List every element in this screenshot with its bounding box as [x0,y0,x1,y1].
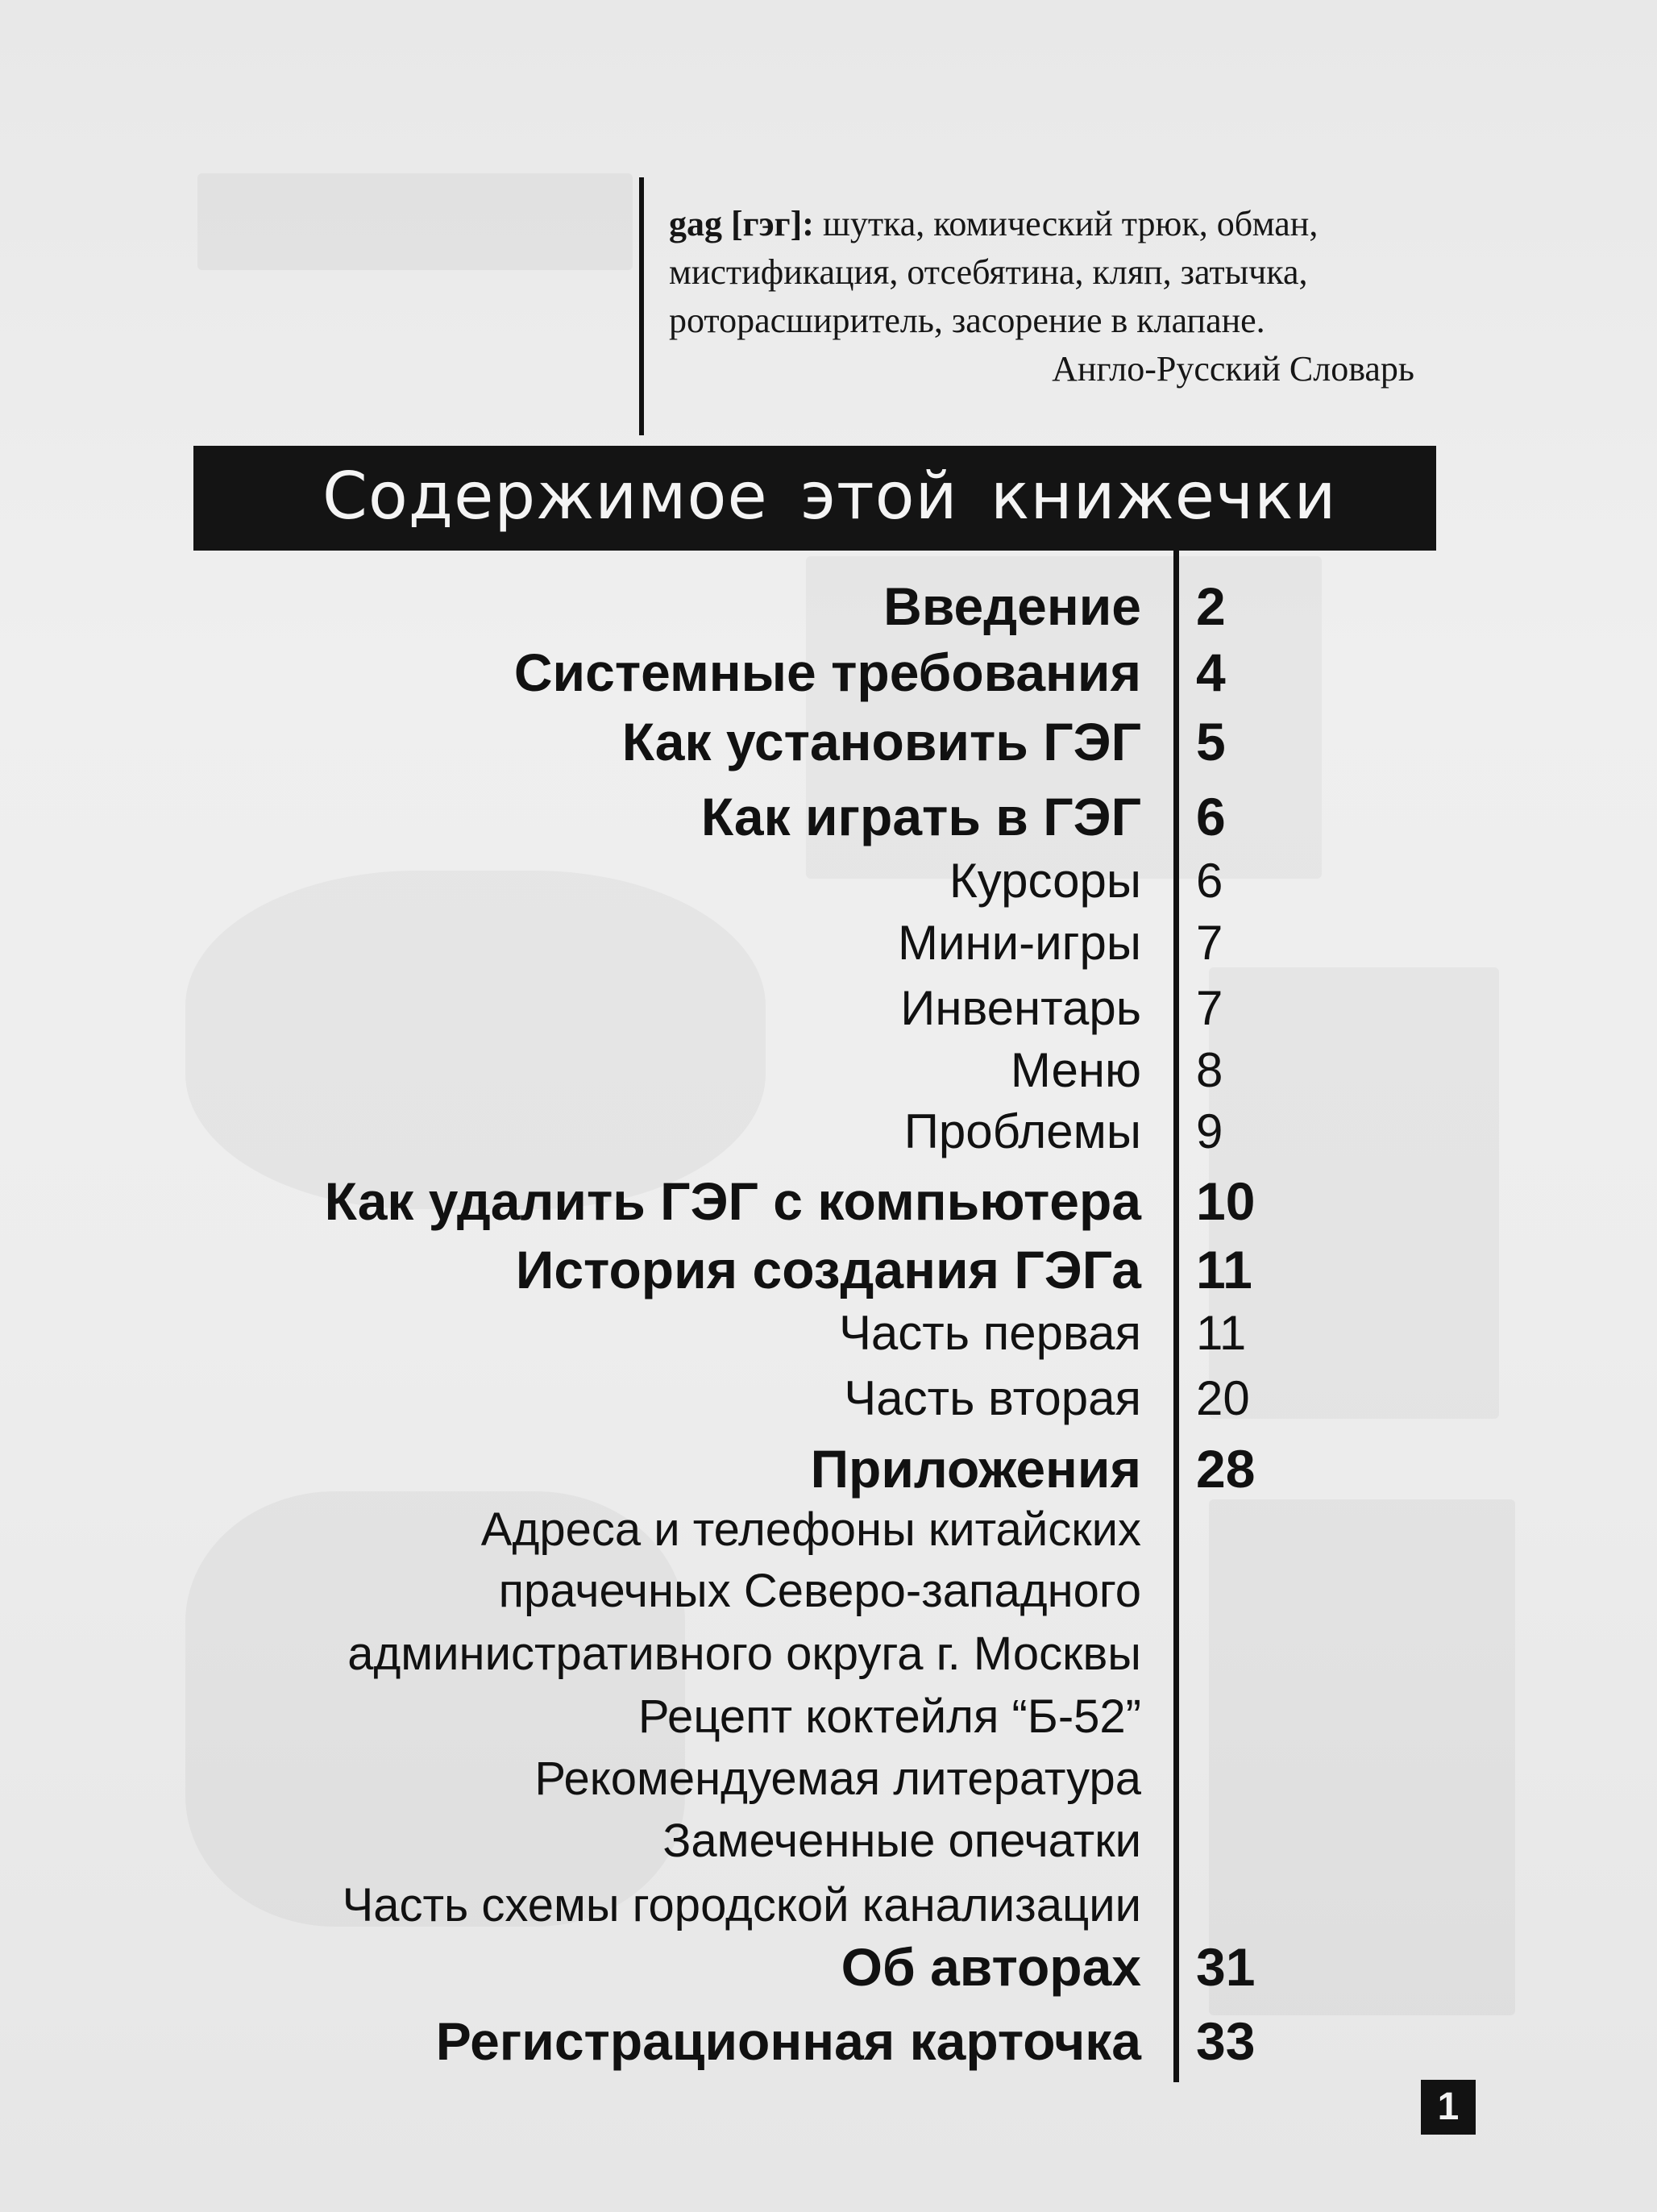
toc-row [0,1301,1657,1366]
toc-page-number: 10 [1196,1171,1256,1231]
toc-row [0,849,1657,913]
toc-subtitle: Часть схемы городской канализации [342,1879,1141,1931]
epigraph-line: мистификация, отсебятина, кляп, затычка, [669,252,1308,292]
toc-row [0,1559,1657,1624]
epigraph-term: gag [гэг]: [669,204,814,243]
toc-row [0,1100,1657,1164]
toc-title: Как удалить ГЭГ с компьютера [324,1171,1141,1231]
toc-page-number: 5 [1196,712,1226,771]
toc-subtitle: Рекомендуемая литература [534,1753,1141,1805]
toc-title: Регистрационная карточка [435,2011,1141,2071]
toc-row [0,1038,1657,1103]
toc-page-number: 7 [1196,981,1223,1035]
toc-row [0,1685,1657,1749]
toc-title: Проблемы [903,1104,1141,1158]
toc-subtitle: административного округа г. Москвы [347,1628,1141,1680]
toc-subtitle: Замеченные опечатки [662,1815,1141,1867]
epigraph-source: Англо-Русский Словарь [1052,349,1414,389]
toc-title: Часть вторая [844,1371,1141,1425]
toc-title: Как установить ГЭГ [621,712,1141,771]
toc-row [0,976,1657,1041]
toc-title: Мини-игры [897,916,1141,970]
toc-title: История создания ГЭГа [515,1240,1141,1299]
toc-row [0,1622,1657,1686]
contents-title: Содержимое этой книжечки [322,459,1337,534]
page-number-badge: 1 [1421,2080,1476,2135]
toc-title: Введение [883,576,1141,636]
toc-page-number: 2 [1196,576,1226,636]
toc-title: Как играть в ГЭГ [700,787,1141,846]
toc-row [0,911,1657,975]
toc-row [0,1237,1657,1302]
toc-page-number: 11 [1196,1240,1252,1299]
toc-page-number: 28 [1196,1439,1256,1499]
toc-row [0,1873,1657,1938]
toc-row [0,1437,1657,1501]
toc-row [0,1935,1657,1999]
toc-subtitle: Адреса и телефоны китайских [480,1503,1141,1556]
toc-subtitle: Рецепт коктейля “Б-52” [637,1690,1141,1743]
epigraph-line: роторасширитель, засорение в клапане. [669,301,1265,340]
toc-title: Приложения [810,1439,1141,1499]
toc-page-number: 8 [1196,1043,1223,1097]
toc-row [0,1366,1657,1431]
toc-page-number: 11 [1196,1306,1247,1360]
toc-row [0,1809,1657,1873]
toc-row [0,574,1657,638]
toc-row [0,640,1657,705]
toc-page-number: 20 [1196,1371,1250,1425]
toc-title: Об авторах [841,1937,1141,1997]
toc-page-number: 7 [1196,916,1223,970]
toc-row [0,709,1657,774]
toc-title: Инвентарь [900,981,1141,1035]
toc-row [0,1498,1657,1562]
toc-title: Курсоры [949,854,1141,908]
epigraph-definition: шутка, комический трюк, обман, [813,204,1319,243]
toc-subtitle: прачечных Северо-западного [498,1565,1141,1617]
toc-page-number: 4 [1196,642,1226,702]
toc-page-number: 31 [1196,1937,1256,1997]
toc-row [0,2009,1657,2073]
toc-page-number: 33 [1196,2011,1256,2071]
toc-row [0,1747,1657,1811]
toc-title: Часть первая [838,1306,1141,1360]
toc-title: Системные требования [513,642,1141,702]
toc-page-number: 9 [1196,1104,1223,1158]
toc-row [0,784,1657,849]
toc-title: Меню [1010,1043,1141,1097]
toc-page-number: 6 [1196,787,1226,846]
toc-row [0,1169,1657,1233]
toc-page-number: 6 [1196,854,1223,908]
